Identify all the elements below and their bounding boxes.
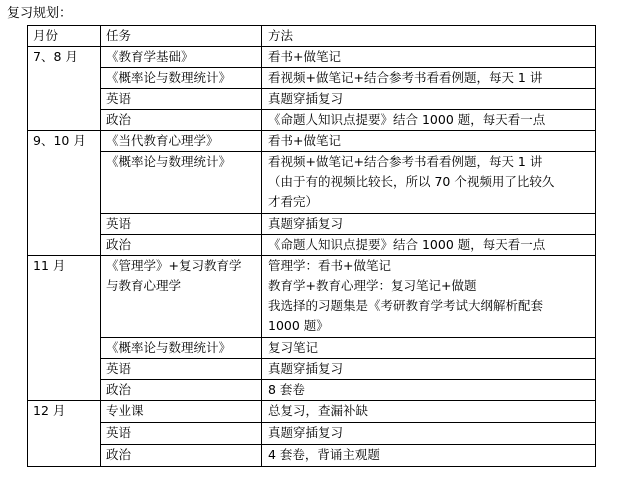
page-title: 复习规划： <box>7 6 73 21</box>
table-row <box>28 401 596 423</box>
header-method: 方法 <box>262 26 596 47</box>
table-row <box>28 359 596 380</box>
task-cell: 英语 <box>101 359 262 380</box>
task-cell: 英语 <box>101 89 262 110</box>
method-cell: 总复习，查漏补缺 <box>262 401 596 423</box>
table-row <box>28 380 596 401</box>
method-cell: 复习笔记 <box>262 338 596 359</box>
method-cell: 看视频+做笔记+结合参考书看看例题，每天 1 讲 （由于有的视频比较长，所以 70 个视频用了比较久 才看完） <box>262 152 596 214</box>
task-cell: 英语 <box>101 423 262 445</box>
method-cell: 真题穿插复习 <box>262 214 596 235</box>
table-row <box>28 214 596 235</box>
method-cell: 真题穿插复习 <box>262 89 596 110</box>
table-row <box>28 131 596 152</box>
month-cell: 7、8 月 <box>28 47 101 131</box>
method-cell: 真题穿插复习 <box>262 359 596 380</box>
method-cell: 管理学：看书+做笔记 教育学+教育心理学：复习笔记+做题 我选择的习题集是《考研教育学考试大纲解析配套 1000 题》 <box>262 256 596 338</box>
task-cell: 专业课 <box>101 401 262 423</box>
method-cell: 看视频+做笔记+结合参考书看看例题，每天 1 讲 <box>262 68 596 89</box>
method-cell: 看书+做笔记 <box>262 131 596 152</box>
table-row <box>28 445 596 467</box>
method-cell: 真题穿插复习 <box>262 423 596 445</box>
table-row <box>28 68 596 89</box>
method-cell: 《命题人知识点提要》结合 1000 题，每天看一点 <box>262 235 596 256</box>
table-row <box>28 338 596 359</box>
task-cell: 政治 <box>101 445 262 467</box>
task-cell: 英语 <box>101 214 262 235</box>
task-cell: 《概率论与数理统计》 <box>101 68 262 89</box>
table-row <box>28 256 596 338</box>
method-cell: 8 套卷 <box>262 380 596 401</box>
table-row <box>28 235 596 256</box>
table-header-row <box>28 26 596 47</box>
table-row <box>28 89 596 110</box>
task-cell: 《概率论与数理统计》 <box>101 338 262 359</box>
table-row <box>28 47 596 68</box>
table-row <box>28 152 596 214</box>
task-cell: 政治 <box>101 110 262 131</box>
month-cell: 11 月 <box>28 256 101 401</box>
table-row <box>28 110 596 131</box>
task-cell: 《当代教育心理学》 <box>101 131 262 152</box>
task-cell: 政治 <box>101 235 262 256</box>
header-task: 任务 <box>101 26 262 47</box>
method-cell: 看书+做笔记 <box>262 47 596 68</box>
table-row <box>28 423 596 445</box>
task-cell: 《管理学》+复习教育学 与教育心理学 <box>101 256 262 338</box>
task-cell: 政治 <box>101 380 262 401</box>
header-month: 月份 <box>28 26 101 47</box>
method-cell: 《命题人知识点提要》结合 1000 题，每天看一点 <box>262 110 596 131</box>
month-cell: 12 月 <box>28 401 101 467</box>
review-plan-table <box>27 25 596 467</box>
month-cell: 9、10 月 <box>28 131 101 256</box>
method-cell: 4 套卷，背诵主观题 <box>262 445 596 467</box>
task-cell: 《教育学基础》 <box>101 47 262 68</box>
task-cell: 《概率论与数理统计》 <box>101 152 262 214</box>
